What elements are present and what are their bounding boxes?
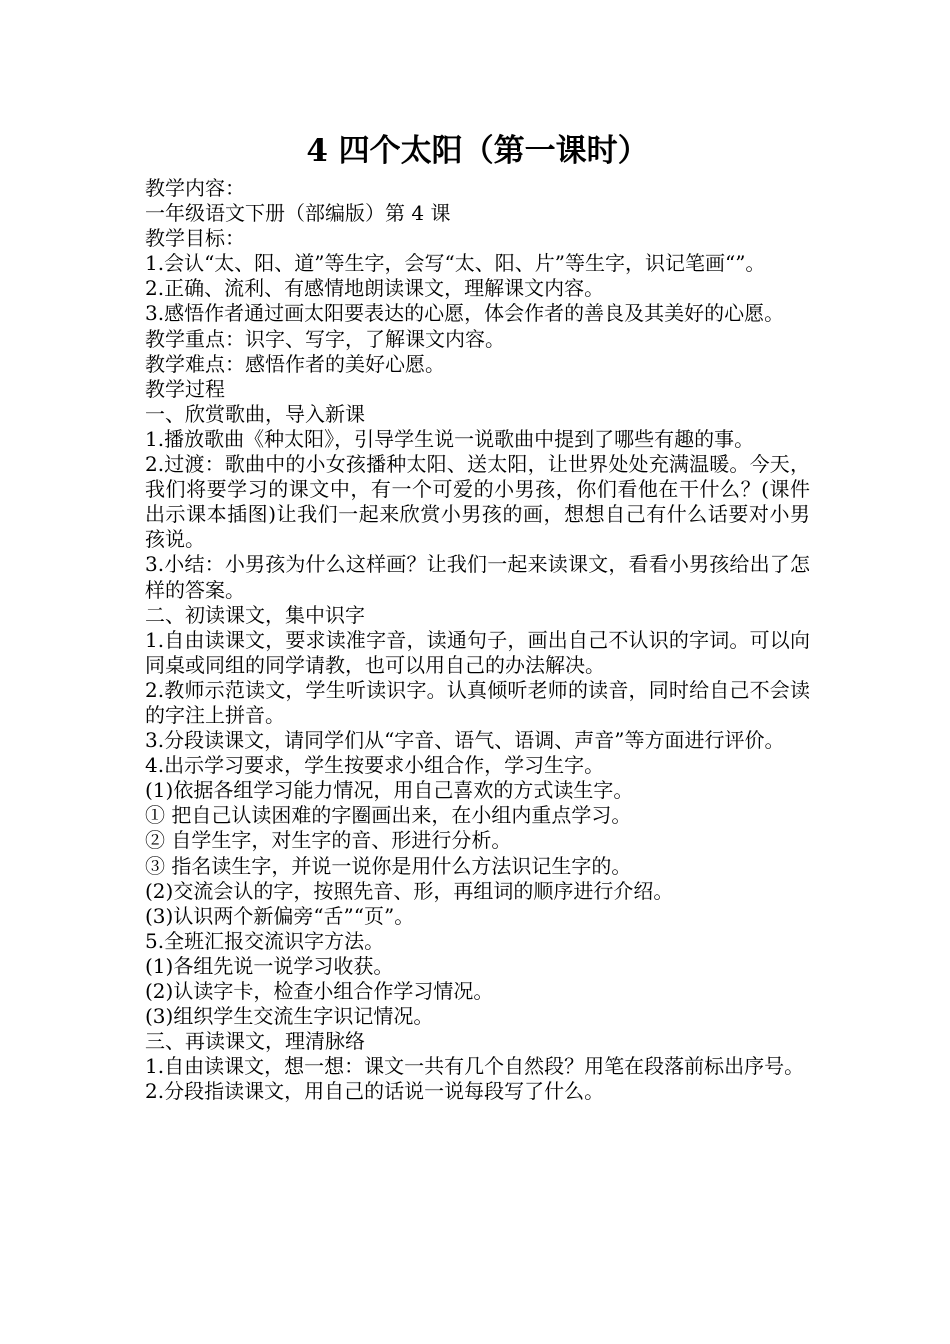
body-line: 3.小结：小男孩为什么这样画？让我们一起来读课文，看看小男孩给出了怎样的答案。 <box>145 552 810 602</box>
body-line: (1)依据各组学习能力情况，用自己喜欢的方式读生字。 <box>145 778 634 803</box>
body-line: (1)各组先说一说学习收获。 <box>145 953 394 978</box>
body-line: 教学难点：感悟作者的美好心愿。 <box>145 351 445 376</box>
body-line: ③ 指名读生字，并说一说你是用什么方法识记生字的。 <box>145 853 632 878</box>
body-line: 1.会认“太、阳、道”等生字，会写“太、阳、片”等生字，识记笔画“”。 <box>145 251 766 276</box>
section-heading: 三、再读课文，理清脉络 <box>145 1029 365 1054</box>
body-line: 3.分段读课文，请同学们从“字音、语气、语调、声音”等方面进行评价。 <box>145 728 785 753</box>
body-line: 教学重点：识字、写字，了解课文内容。 <box>145 326 505 351</box>
body-line: 教学内容： <box>145 176 245 200</box>
body-line: ② 自学生字，对生字的音、形进行分析。 <box>145 828 512 853</box>
section-heading: 一、欣赏歌曲，导入新课 <box>145 401 365 426</box>
body-line: 教学过程 <box>145 376 225 401</box>
body-line: 1.自由读课文，想一想：课文一共有几个自然段？用笔在段落前标出序号。 <box>145 1054 805 1079</box>
body-line: 1.播放歌曲《种太阳》，引导学生说一说歌曲中提到了哪些有趣的事。 <box>145 426 755 451</box>
body-line: ① 把自己认读困难的字圈画出来，在小组内重点学习。 <box>145 803 632 828</box>
body-line: 2.正确、流利、有感情地朗读课文，理解课文内容。 <box>145 276 605 301</box>
body-line: (3)组织学生交流生字识记情况。 <box>145 1004 434 1029</box>
body-line: (2)认读字卡，检查小组合作学习情况。 <box>145 979 494 1003</box>
body-line: 1.自由读课文，要求读准字音，读通句子，画出自己不认识的字词。可以向同桌或同组的同学请教，也可以用自己的办法解决。 <box>145 627 810 677</box>
body-line: 3.感悟作者通过画太阳要表达的心愿，体会作者的善良及其美好的心愿。 <box>145 301 785 326</box>
body-line: (3)认识两个新偏旁“舌”“页”。 <box>145 903 415 928</box>
body-line: 2.分段指读课文，用自己的话说一说每段写了什么。 <box>145 1079 605 1104</box>
body-line: 一年级语文下册（部编版）第 4 课 <box>145 201 451 226</box>
document-body <box>145 176 810 1104</box>
document-title: 4 四个太阳（第一课时） <box>306 133 649 169</box>
body-line: 2.过渡：歌曲中的小女孩播种太阳、送太阳，让世界处处充满温暖。今天，我们将要学习的课文中，有一个可爱的小男孩，你们看他在干什么？(课件出示课本插图)让我们一起来欣赏小男孩的画，想想自己有什么话要对小男孩说。 <box>145 452 810 552</box>
body-line: 4.出示学习要求，学生按要求小组合作，学习生字。 <box>145 753 605 778</box>
document-page <box>145 128 810 1104</box>
section-heading: 二、初读课文，集中识字 <box>145 602 365 627</box>
body-line: 5.全班汇报交流识字方法。 <box>145 928 385 953</box>
body-line: 2.教师示范读文，学生听读识字。认真倾听老师的读音，同时给自己不会读的字注上拼音。 <box>145 677 810 727</box>
body-line: (2)交流会认的字，按照先音、形，再组词的顺序进行介绍。 <box>145 878 674 903</box>
body-line: 教学目标： <box>145 226 245 251</box>
